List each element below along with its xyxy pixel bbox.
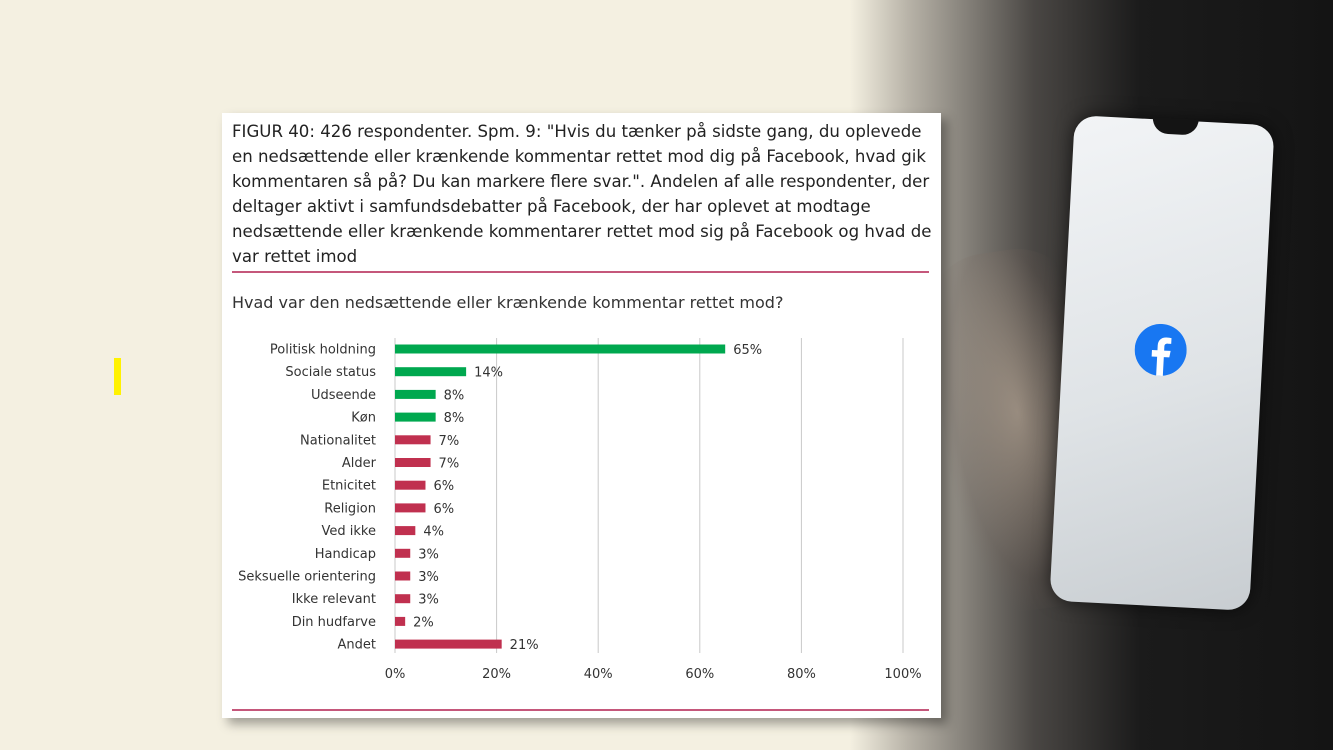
category-label: Etnicitet: [321, 478, 376, 494]
bar: [395, 572, 410, 581]
value-label: 7%: [438, 456, 460, 472]
category-label: Andet: [337, 637, 376, 653]
bar: [395, 413, 436, 422]
value-label: 3%: [418, 570, 439, 585]
chart-question: Hvad var den nedsættende eller krænkende kommentar rettet mod?: [232, 293, 784, 312]
x-tick-label: 100%: [884, 667, 922, 682]
bar: [395, 549, 410, 558]
category-label: Religion: [324, 501, 376, 517]
category-label: Nationalitet: [300, 433, 376, 449]
footer-divider: [232, 709, 929, 711]
bar: [395, 594, 410, 603]
x-tick-label: 60%: [685, 667, 715, 682]
value-label: 6%: [433, 479, 455, 495]
category-label: Alder: [341, 456, 376, 471]
x-tick-label: 0%: [384, 667, 406, 682]
value-label: 6%: [433, 501, 455, 517]
bar: [395, 367, 466, 376]
category-label: Politisk holdning: [269, 342, 376, 358]
value-label: 8%: [443, 411, 465, 427]
phone-notch: [1152, 117, 1199, 135]
category-label: Din hudfarve: [291, 614, 376, 630]
yellow-marker: [114, 358, 121, 395]
value-label: 21%: [509, 638, 539, 654]
category-label: Ikke relevant: [291, 592, 376, 608]
facebook-icon: [1133, 323, 1188, 378]
category-label: Køn: [351, 410, 376, 426]
bar-chart: [222, 113, 941, 718]
category-label: Udseende: [310, 387, 376, 403]
bar: [395, 526, 415, 535]
value-label: 7%: [438, 433, 460, 449]
bar: [395, 390, 436, 399]
bar: [395, 435, 431, 444]
x-tick-label: 20%: [482, 667, 512, 682]
figure-card: [222, 113, 941, 718]
value-label: 3%: [418, 547, 439, 563]
bar: [395, 503, 425, 512]
value-label: 4%: [423, 524, 444, 540]
smartphone: [1049, 115, 1274, 611]
bar: [395, 458, 431, 467]
x-tick-label: 40%: [583, 667, 613, 682]
value-label: 14%: [474, 365, 504, 381]
bar: [395, 345, 725, 354]
value-label: 3%: [418, 592, 439, 608]
value-label: 8%: [443, 388, 465, 404]
figure-caption: FIGUR 40: 426 respondenter. Spm. 9: "Hvis du tænker på sidste gang, du oplevede en nedsættende eller krænkende kommentar rettet mod dig på Facebook, hvad gik kommentaren så på? Du kan markere flere svar.". Andelen af alle respondenter, der deltager aktivt i samfundsdebatter på Facebook, der har oplevet at modtage nedsættende eller krænkende kommentarer rettet mod sig på Facebook og hvad de var rettet imod: [232, 122, 932, 266]
category-label: Handicap: [314, 546, 376, 562]
x-tick-label: 80%: [786, 667, 816, 682]
bar: [395, 640, 502, 649]
value-label: 2%: [413, 615, 434, 631]
category-label: Seksuelle orientering: [238, 569, 376, 585]
category-label: Sociale status: [285, 365, 376, 381]
bar: [395, 481, 425, 490]
bar: [395, 617, 405, 626]
category-label: Ved ikke: [321, 524, 376, 540]
value-label: 65%: [733, 343, 763, 358]
